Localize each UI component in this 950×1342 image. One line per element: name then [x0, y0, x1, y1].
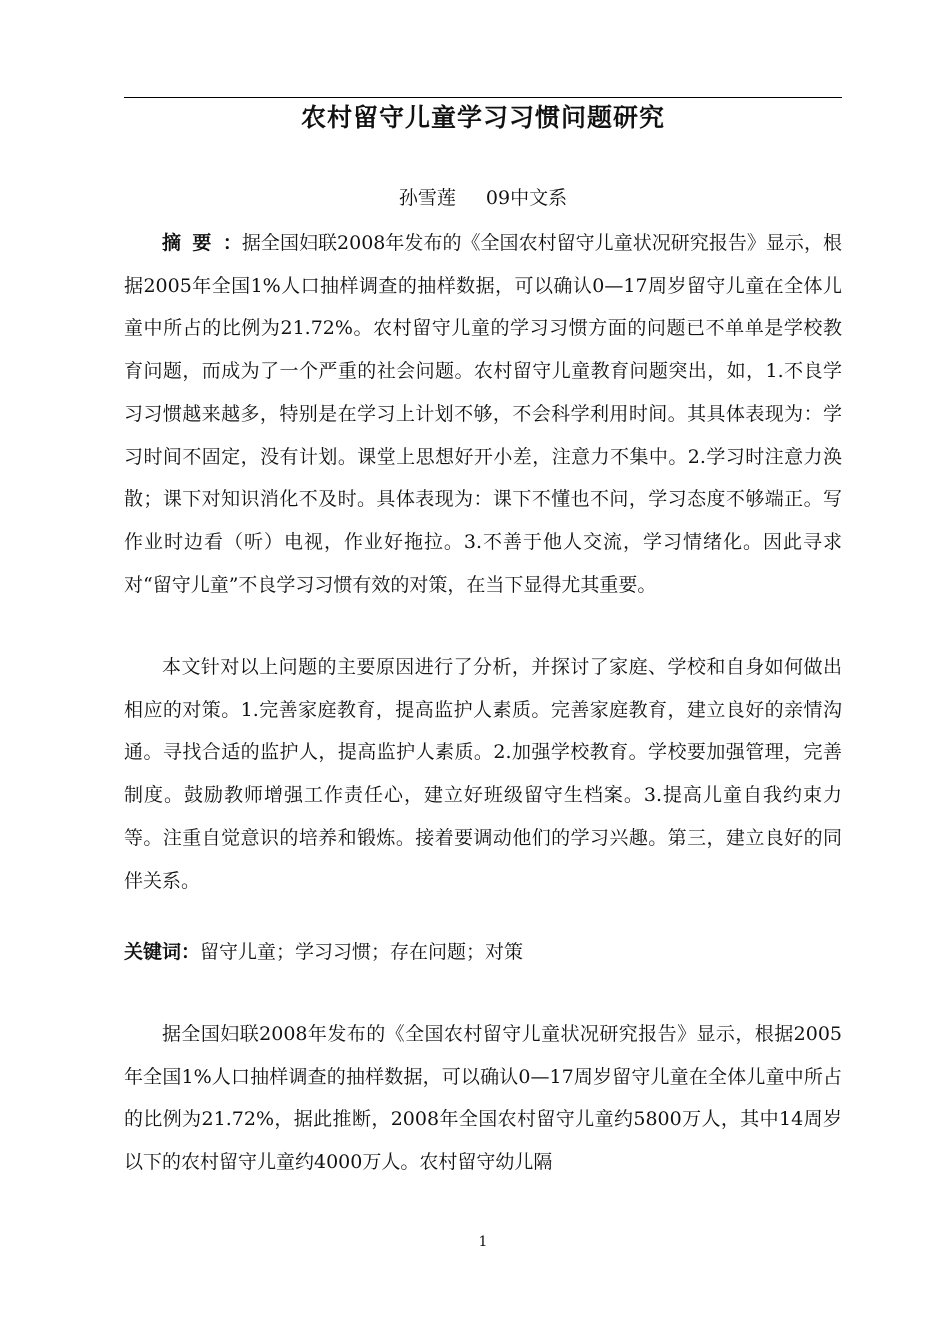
abstract-label: 摘要	[162, 232, 223, 254]
keywords-label: 关键词：	[124, 941, 201, 963]
abstract-paragraph-2: 本文针对以上问题的主要原因进行了分析，并探讨了家庭、学校和自身如何做出相应的对策。1.完善家庭教育，提高监护人素质。完善家庭教育，建立良好的亲情沟通。寻找合适的监护人，提高监护人素质。2.加强学校教育。学校要加强管理，完善制度。鼓励教师增强工作责任心，建立好班级留守生档案。3.提高儿童自我约束力等。注重自觉意识的培养和锻炼。接着要调动他们的学习兴趣。第三，建立良好的同伴关系。	[124, 656, 842, 892]
keywords-line	[124, 932, 842, 972]
keywords-text: 留守儿童；学习习惯；存在问题；对策	[200, 941, 524, 963]
page-number: 1	[478, 1234, 488, 1250]
document-page	[124, 0, 842, 1342]
department: 09中文系	[485, 187, 568, 209]
header-rule	[124, 97, 842, 98]
author-name: 孙雪莲	[398, 187, 456, 209]
paper-title: 农村留守儿童学习习惯问题研究	[300, 103, 665, 132]
abstract-colon: ：	[222, 232, 242, 254]
byline	[124, 183, 842, 213]
abstract-paragraph-1	[124, 222, 842, 606]
abstract-text-1: 据全国妇联2008年发布的《全国农村留守儿童状况研究报告》显示，根据2005年全国1%人口抽样调查的抽样数据，可以确认0—17周岁留守儿童在全体儿童中所占的比例为21.72%。农村留守儿童的学习习惯方面的问题已不单单是学校教育问题，而成为了一个严重的社会问题。农村留守儿童教育问题突出，如，1.不良学习习惯越来越多，特别是在学习上计划不够，不会科学利用时间。其具体表现为：学习时间不固定，没有计划。课堂上思想好开小差，注意力不集中。2.学习时注意力涣散；课下对知识消化不及时。具体表现为：课下不懂也不问，学习态度不够端正。写作业时边看（听）电视，作业好拖拉。3.不善于他人交流，学习情绪化。因此寻求对“留守儿童”不良学习习惯有效的对策，在当下显得尤其重要。	[124, 232, 842, 596]
body-paragraph-1: 据全国妇联2008年发布的《全国农村留守儿童状况研究报告》显示，根据2005年全国1%人口抽样调查的抽样数据，可以确认0—17周岁留守儿童在全体儿童中所占的比例为21.72%，据此推断，2008年全国农村留守儿童约5800万人，其中14周岁以下的农村留守儿童约4000万人。农村留守幼儿隔	[124, 1023, 842, 1174]
